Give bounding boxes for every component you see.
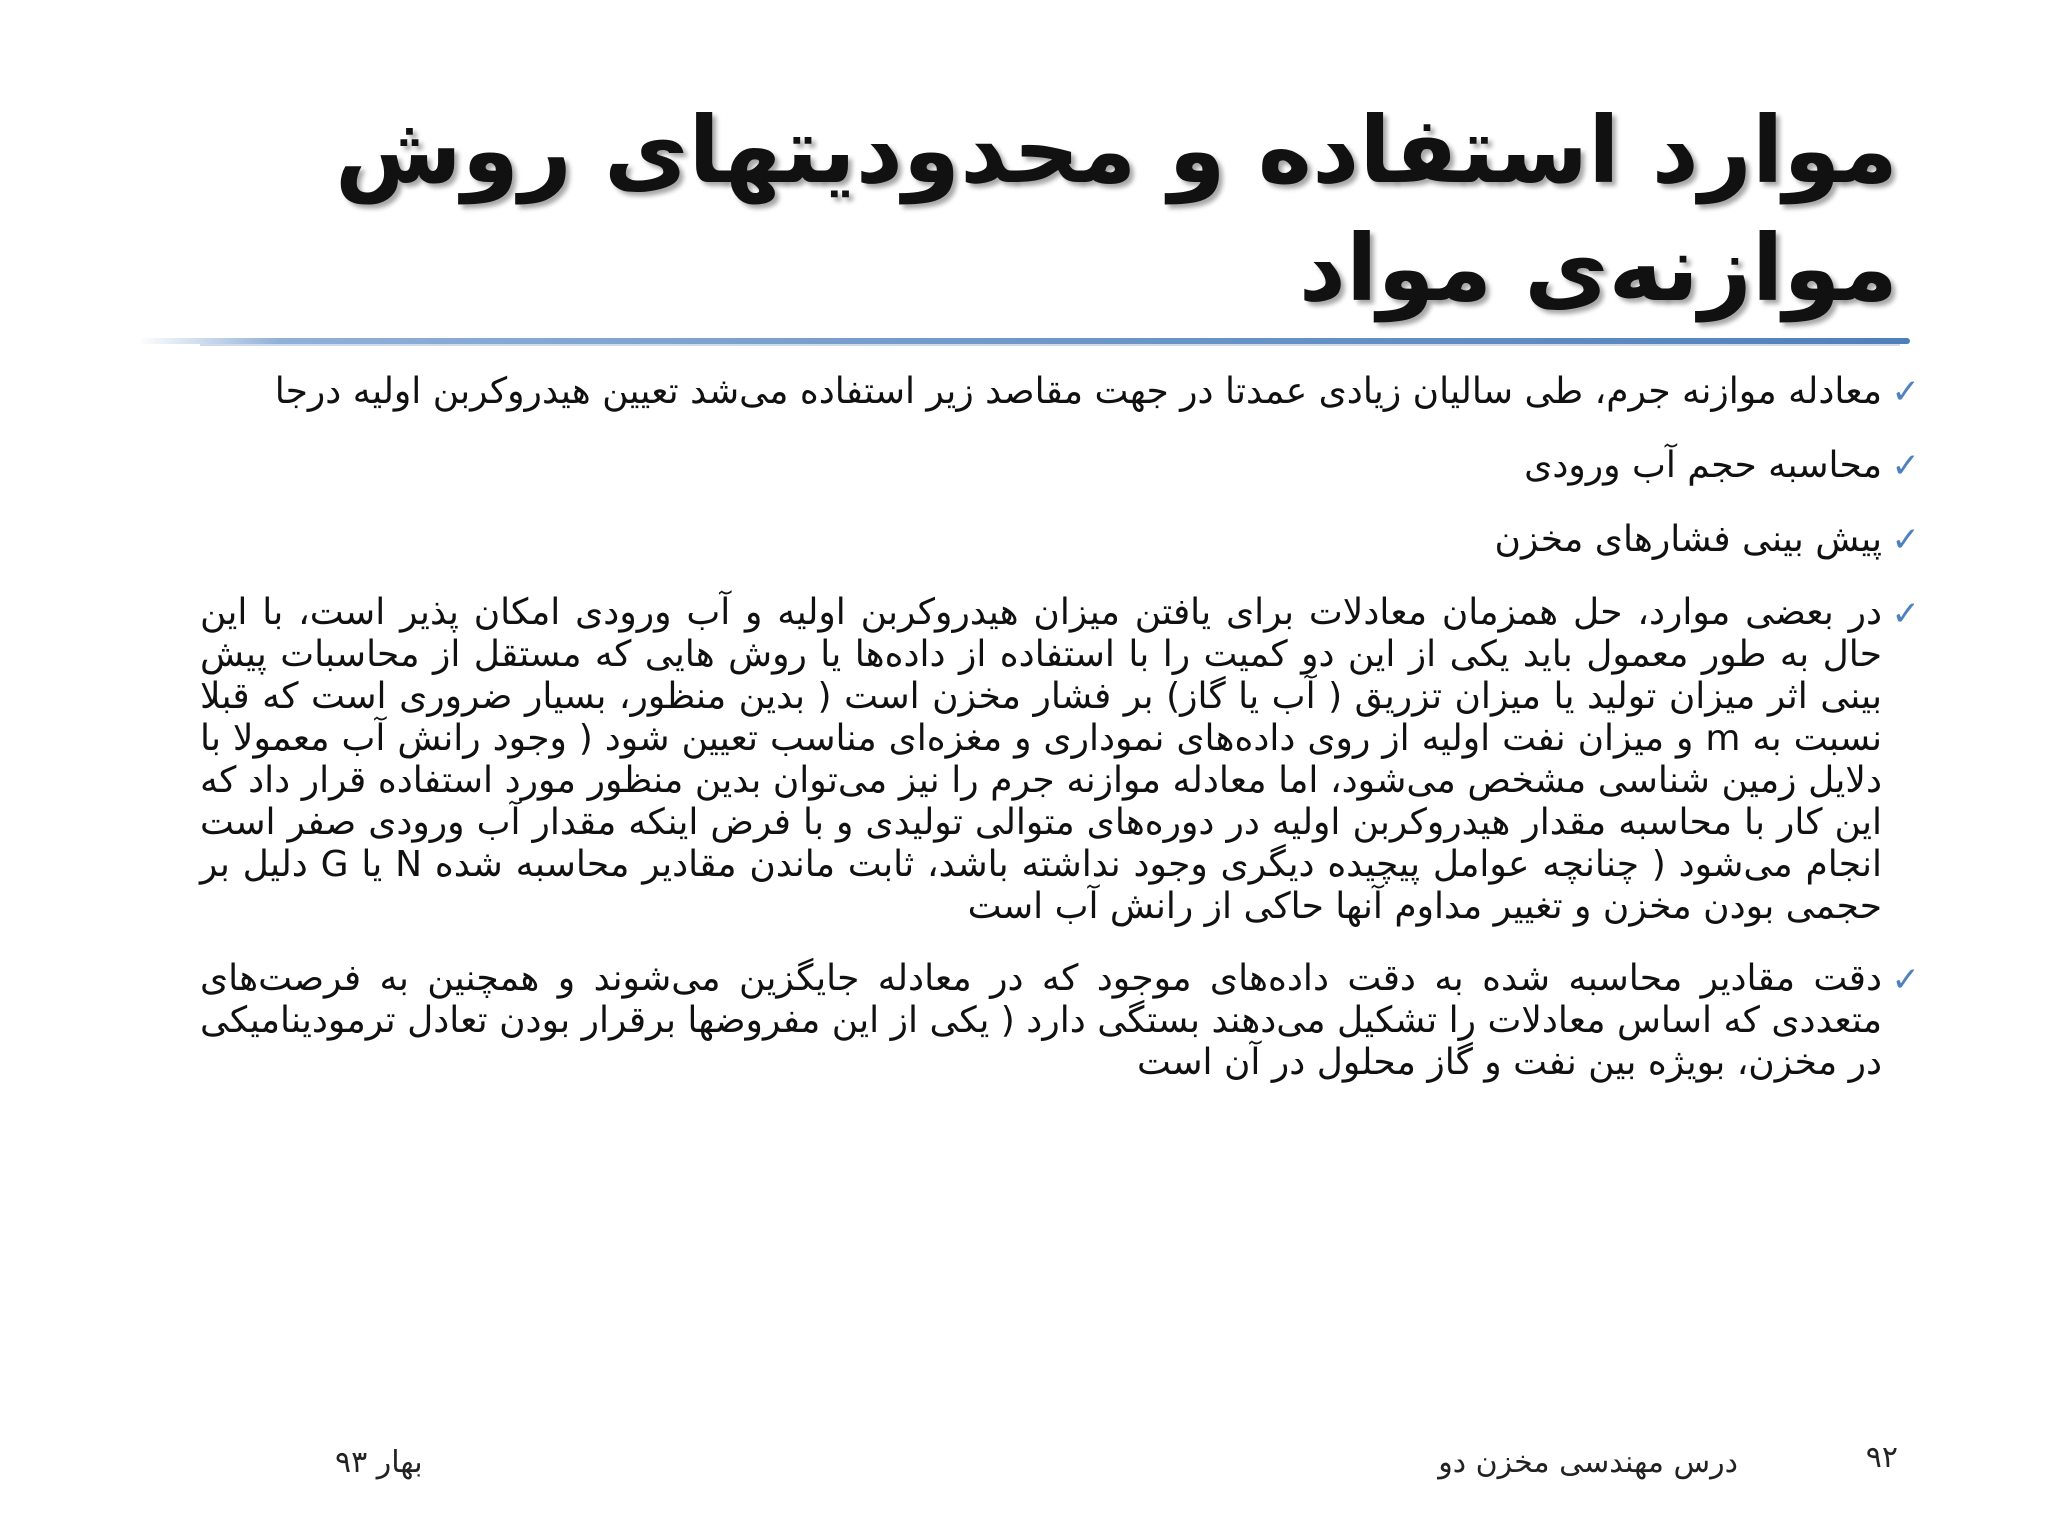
footer-term: بهار ۹۳ — [335, 1445, 423, 1480]
bullet-item-2 — [200, 444, 1920, 488]
bullet-text: محاسبه حجم آب ورودی — [1524, 445, 1882, 486]
footer-course-name: درس مهندسی مخزن دو — [1438, 1445, 1738, 1480]
checkmark-icon: ✓ — [1891, 960, 1920, 1000]
slide-title-line-2: موازنه‌ی مواد — [1298, 215, 1898, 322]
bullet-text: دقت مقادیر محاسبه شده به دقت داده‌های موجود که در معادله جایگزین می‌شوند و همچنین به فرصت‌های متعددی که اساس معادلات را تشکیل می‌دهند بستگی دارد ( یکی از این مفروضها برقرار بودن تعادل ترمودینامیکی در مخزن، بویژه بین نفت و گاز محلول در آن است — [200, 958, 1882, 1083]
title-divider-shadow — [200, 344, 1900, 346]
checkmark-icon: ✓ — [1891, 372, 1920, 412]
bullet-item-3 — [200, 518, 1920, 562]
bullet-text: معادله موازنه جرم، طی سالیان زیادی عمدتا در جهت مقاصد زیر استفاده می‌شد تعیین هیدروکربن اولیه درجا — [274, 371, 1882, 412]
bullet-item-1 — [200, 370, 1920, 414]
bullet-text: پیش بینی فشارهای مخزن — [1494, 519, 1882, 560]
footer-page-number: ۹۲ — [1865, 1440, 1898, 1475]
bullet-item-5 — [200, 958, 1920, 1084]
checkmark-icon: ✓ — [1891, 594, 1920, 634]
slide-title-line-1: موارد استفاده و محدودیتهای روش — [334, 97, 1898, 204]
bullet-text: در بعضی موارد، حل همزمان معادلات برای یافتن میزان هیدروکربن اولیه و آب ورودی امکان پذیر است، با این حال به طور معمول باید یکی از این دو کمیت را با استفاده از داده‌ها یا روش هایی که مستقل از محاسبات پیش بینی اثر میزان تولید یا میزان تزریق ( آب یا گاز) بر فشار مخزن است ( بدین منظور، بسیار ضروری است که قبلا نسبت به m و میزان نفت اولیه از روی داده‌های نموداری و مغزه‌ای مناسب تعیین شود ( وجود رانش آب معمولا با دلایل زمین شناسی مشخص می‌شود، اما معادله موازنه جرم را نیز می‌توان بدین منظور مورد استفاده قرار داد که این کار با محاسبه مقدار هیدروکربن اولیه در دوره‌های متوالی تولیدی و با فرض اینکه مقدار آب ورودی صفر است انجام می‌شود ( چنانچه عوامل پیچیده دیگری وجود نداشته باشد، ثابت ماندن مقادیر محاسبه شده N یا G دلیل بر حجمی بودن مخزن و تغییر مداوم آنها حاکی از رانش آب است — [200, 592, 1882, 927]
checkmark-icon: ✓ — [1891, 520, 1920, 560]
checkmark-icon: ✓ — [1891, 446, 1920, 486]
bullet-item-4 — [200, 592, 1920, 928]
bullet-list — [200, 370, 1920, 1114]
slide-title — [298, 92, 1898, 328]
